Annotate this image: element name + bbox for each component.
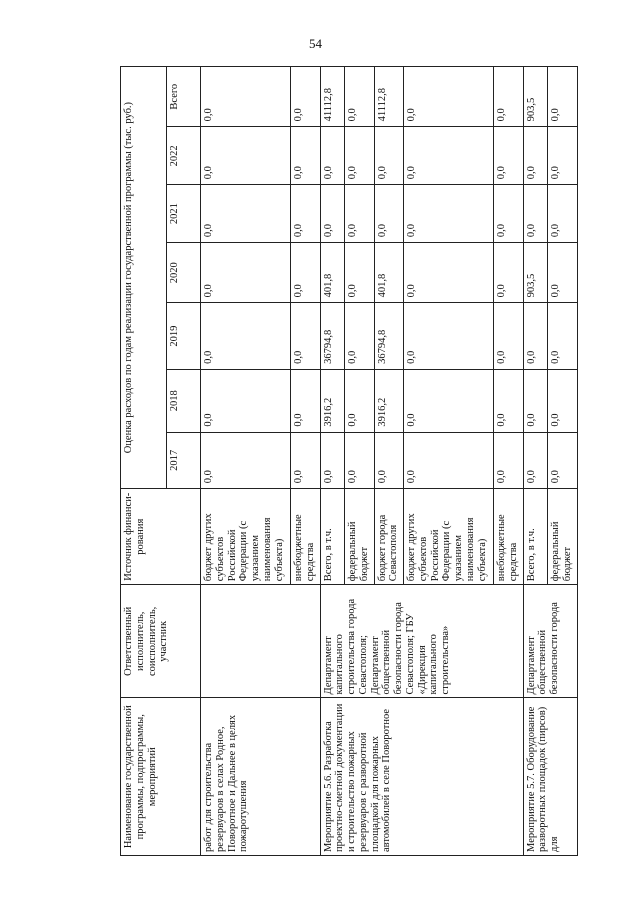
header-year: 2022 bbox=[167, 127, 201, 185]
row-source: федеральный бюджет bbox=[345, 489, 374, 585]
cell-value: 36794,8 bbox=[374, 303, 403, 369]
cell-value: 0,0 bbox=[404, 185, 494, 243]
cell-value: 0,0 bbox=[523, 369, 548, 432]
cell-value: 401,8 bbox=[374, 243, 403, 303]
row-name: Мероприятие 5.6. Разработка проектно-сметной документации и строительство пожарных резервуаров с разворотной площадкой для пожарных автомобилей в селе Поворотное bbox=[320, 698, 523, 856]
cell-value: 0,0 bbox=[345, 185, 374, 243]
cell-value: 0,0 bbox=[345, 127, 374, 185]
row-source: Всего, в т.ч. bbox=[523, 489, 548, 585]
cell-value: 0,0 bbox=[494, 243, 523, 303]
cell-value: 41112,8 bbox=[374, 67, 403, 127]
cell-value: 0,0 bbox=[291, 185, 320, 243]
row-responsible bbox=[201, 585, 321, 698]
rotated-table-container bbox=[120, 66, 578, 856]
cell-value: 0,0 bbox=[291, 243, 320, 303]
cell-value: 0,0 bbox=[201, 67, 291, 127]
cell-value: 0,0 bbox=[523, 185, 548, 243]
cell-value: 0,0 bbox=[494, 369, 523, 432]
cell-value: 0,0 bbox=[374, 127, 403, 185]
row-name: работ для строительства резервуаров в селах Родное, Поворотное и Дальнее в целях пожаротушения bbox=[201, 698, 321, 856]
cell-value: 0,0 bbox=[320, 185, 345, 243]
cell-value: 0,0 bbox=[374, 432, 403, 489]
table-row bbox=[523, 67, 548, 856]
cell-value: 0,0 bbox=[494, 67, 523, 127]
cell-value: 0,0 bbox=[201, 369, 291, 432]
cell-value: 903,5 bbox=[523, 243, 548, 303]
cell-value: 0,0 bbox=[320, 127, 345, 185]
cell-value: 0,0 bbox=[523, 303, 548, 369]
cell-value: 0,0 bbox=[201, 127, 291, 185]
cell-value: 0,0 bbox=[548, 243, 578, 303]
cell-value: 401,8 bbox=[320, 243, 345, 303]
cell-value: 0,0 bbox=[201, 303, 291, 369]
cell-value: 0,0 bbox=[404, 127, 494, 185]
header-source: Источник финанси-рования bbox=[121, 489, 201, 585]
cell-value: 0,0 bbox=[291, 127, 320, 185]
cell-value: 0,0 bbox=[345, 243, 374, 303]
cell-value: 0,0 bbox=[345, 432, 374, 489]
row-source: бюджет города Севастополя bbox=[374, 489, 403, 585]
cell-value: 0,0 bbox=[494, 127, 523, 185]
cell-value: 0,0 bbox=[374, 185, 403, 243]
budget-table bbox=[120, 66, 578, 856]
cell-value: 0,0 bbox=[320, 432, 345, 489]
cell-value: 0,0 bbox=[548, 127, 578, 185]
cell-value: 0,0 bbox=[494, 303, 523, 369]
header-year: 2018 bbox=[167, 369, 201, 432]
cell-value: 0,0 bbox=[404, 243, 494, 303]
cell-value: 0,0 bbox=[291, 432, 320, 489]
cell-value: 0,0 bbox=[523, 432, 548, 489]
row-responsible: Департамент капитального строительства города Севастополя; Департамент общественной безопасности города Севастополя; ГБУ «Дирекция капитального строительства» bbox=[320, 585, 523, 698]
header-name: Наименование государственной программы, подпрограммы, мероприятий bbox=[121, 698, 201, 856]
header-responsible: Ответственный исполнитель, соисполнитель, участник bbox=[121, 585, 201, 698]
row-source: бюджет других субъектов Российской Федерации (с указанием наименования субъекта) bbox=[404, 489, 494, 585]
table-row bbox=[320, 67, 345, 856]
cell-value: 0,0 bbox=[548, 185, 578, 243]
cell-value: 0,0 bbox=[548, 369, 578, 432]
cell-value: 0,0 bbox=[494, 432, 523, 489]
header-year: 2019 bbox=[167, 303, 201, 369]
cell-value: 0,0 bbox=[201, 185, 291, 243]
cell-value: 0,0 bbox=[201, 243, 291, 303]
header-year: 2021 bbox=[167, 185, 201, 243]
row-source: внебюджетные средства bbox=[291, 489, 320, 585]
cell-value: 0,0 bbox=[404, 432, 494, 489]
cell-value: 0,0 bbox=[523, 127, 548, 185]
row-source: федеральный бюджет bbox=[548, 489, 578, 585]
cell-value: 0,0 bbox=[404, 67, 494, 127]
header-year: 2017 bbox=[167, 432, 201, 489]
table-row bbox=[201, 67, 291, 856]
cell-value: 0,0 bbox=[548, 303, 578, 369]
row-name: Мероприятие 5.7. Оборудование разворотных площадок (пирсов) для bbox=[523, 698, 577, 856]
cell-value: 0,0 bbox=[494, 185, 523, 243]
header-year: 2020 bbox=[167, 243, 201, 303]
cell-value: 0,0 bbox=[345, 369, 374, 432]
cell-value: 0,0 bbox=[345, 67, 374, 127]
row-source: бюджет других субъектов Российской Федерации (с указанием наименования субъекта) bbox=[201, 489, 291, 585]
cell-value: 0,0 bbox=[291, 303, 320, 369]
cell-value: 0,0 bbox=[291, 67, 320, 127]
row-source: Всего, в т.ч. bbox=[320, 489, 345, 585]
cell-value: 3916,2 bbox=[320, 369, 345, 432]
cell-value: 36794,8 bbox=[320, 303, 345, 369]
cell-value: 0,0 bbox=[201, 432, 291, 489]
cell-value: 0,0 bbox=[548, 432, 578, 489]
cell-value: 41112,8 bbox=[320, 67, 345, 127]
row-responsible: Департамент общественной безопасности города bbox=[523, 585, 577, 698]
cell-value: 0,0 bbox=[404, 303, 494, 369]
header-total: Всего bbox=[167, 67, 201, 127]
cell-value: 0,0 bbox=[345, 303, 374, 369]
cell-value: 0,0 bbox=[404, 369, 494, 432]
header-estimate: Оценка расходов по годам реализации государственной программы (тыс. руб.) bbox=[121, 67, 167, 489]
page-number: 54 bbox=[309, 36, 322, 51]
cell-value: 0,0 bbox=[548, 67, 578, 127]
cell-value: 0,0 bbox=[291, 369, 320, 432]
cell-value: 903,5 bbox=[523, 67, 548, 127]
row-source: внебюджетные средства bbox=[494, 489, 523, 585]
cell-value: 3916,2 bbox=[374, 369, 403, 432]
